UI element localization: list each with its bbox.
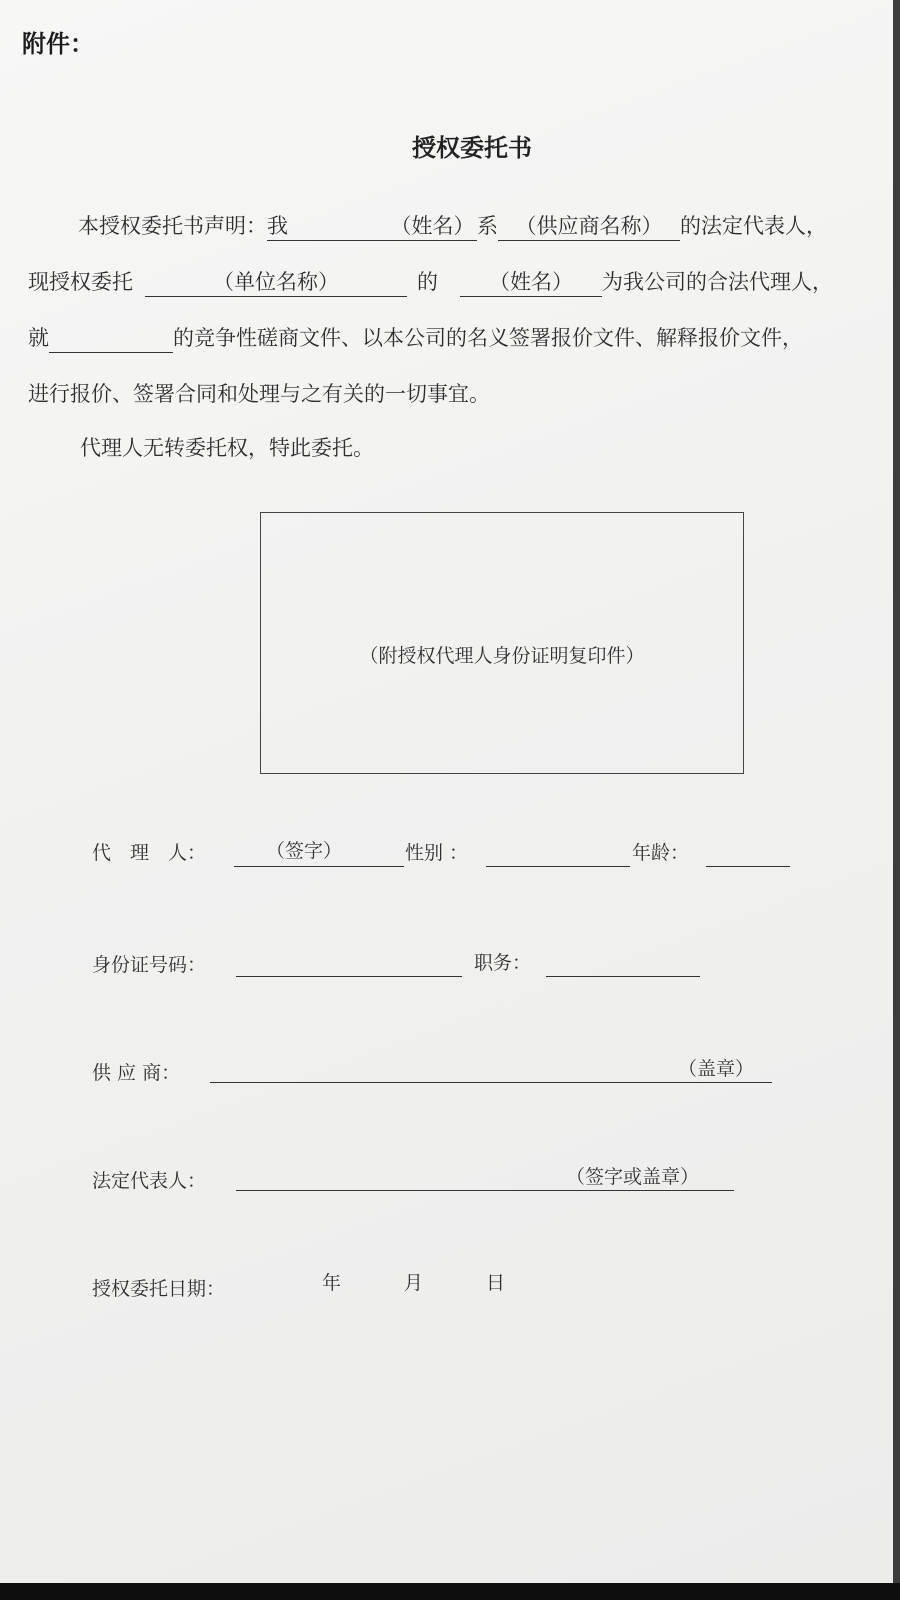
jiu-text: 就 — [28, 326, 49, 350]
date-year: 年 — [322, 1272, 342, 1294]
id-copy-box — [260, 512, 744, 774]
agent-suffix: 为我公司的合法代理人， — [602, 270, 833, 294]
declaration-line-1 — [78, 210, 827, 241]
no-transfer-statement: 代理人无转委托权，特此委托。 — [80, 436, 374, 460]
declaration-line-3 — [28, 322, 803, 353]
unit-name-field: （单位名称） — [145, 269, 407, 297]
legal-rep-label: 法定代表人： — [92, 1170, 207, 1192]
de-text: 的 — [417, 270, 438, 294]
date-month: 月 — [404, 1272, 424, 1294]
supplier-seal-hint: （盖章） — [678, 1058, 755, 1080]
scope-text: 的竞争性磋商文件、以本公司的名义签署报价文件、解释报价文件， — [173, 326, 803, 350]
gender-label: 性别 ： — [405, 842, 469, 864]
document-title: 授权委托书 — [412, 134, 532, 162]
age-label: 年龄： — [632, 842, 690, 864]
declaration-line-2 — [28, 266, 833, 297]
date-day: 日 — [486, 1272, 506, 1294]
attachment-label: 附件： — [22, 30, 94, 58]
declarant-name-hint: （姓名） — [390, 214, 475, 238]
id-copy-caption: （附授权代理人身份证明复印件） — [359, 645, 645, 667]
agent-label: 代 理 人： — [92, 842, 207, 864]
agent-sign-hint: （签字） — [266, 840, 343, 862]
agent-sign-line — [234, 866, 404, 867]
page-edge-shadow — [893, 0, 900, 1583]
supplier-line — [210, 1082, 772, 1083]
id-number-line — [236, 976, 462, 977]
position-line — [546, 976, 700, 977]
supplier-name-field: （供应商名称） — [498, 213, 680, 241]
authorize-text: 现授权委托 — [28, 270, 133, 294]
declaration-line-4: 进行报价、签署合同和处理与之有关的一切事宜。 — [28, 382, 490, 406]
supplier-label: 供 应 商： — [92, 1062, 181, 1084]
legal-rep-sign-hint: （签字或盖章） — [566, 1166, 700, 1188]
legal-rep-line — [236, 1190, 734, 1191]
project-field — [49, 325, 173, 353]
declaration-of: 系 — [477, 214, 498, 238]
declarant-name-field — [267, 213, 477, 241]
age-line — [706, 866, 790, 867]
agent-name-field: （姓名） — [460, 269, 602, 297]
declaration-intro: 本授权委托书声明： — [78, 214, 267, 238]
position-label: 职务： — [474, 952, 532, 974]
background-strip — [0, 1583, 900, 1600]
id-number-label: 身份证号码： — [92, 954, 207, 976]
gender-line — [486, 866, 630, 867]
declarant-me: 我 — [267, 214, 288, 238]
authorization-date-label: 授权委托日期： — [92, 1278, 226, 1300]
legal-rep-suffix: 的法定代表人， — [680, 214, 827, 238]
